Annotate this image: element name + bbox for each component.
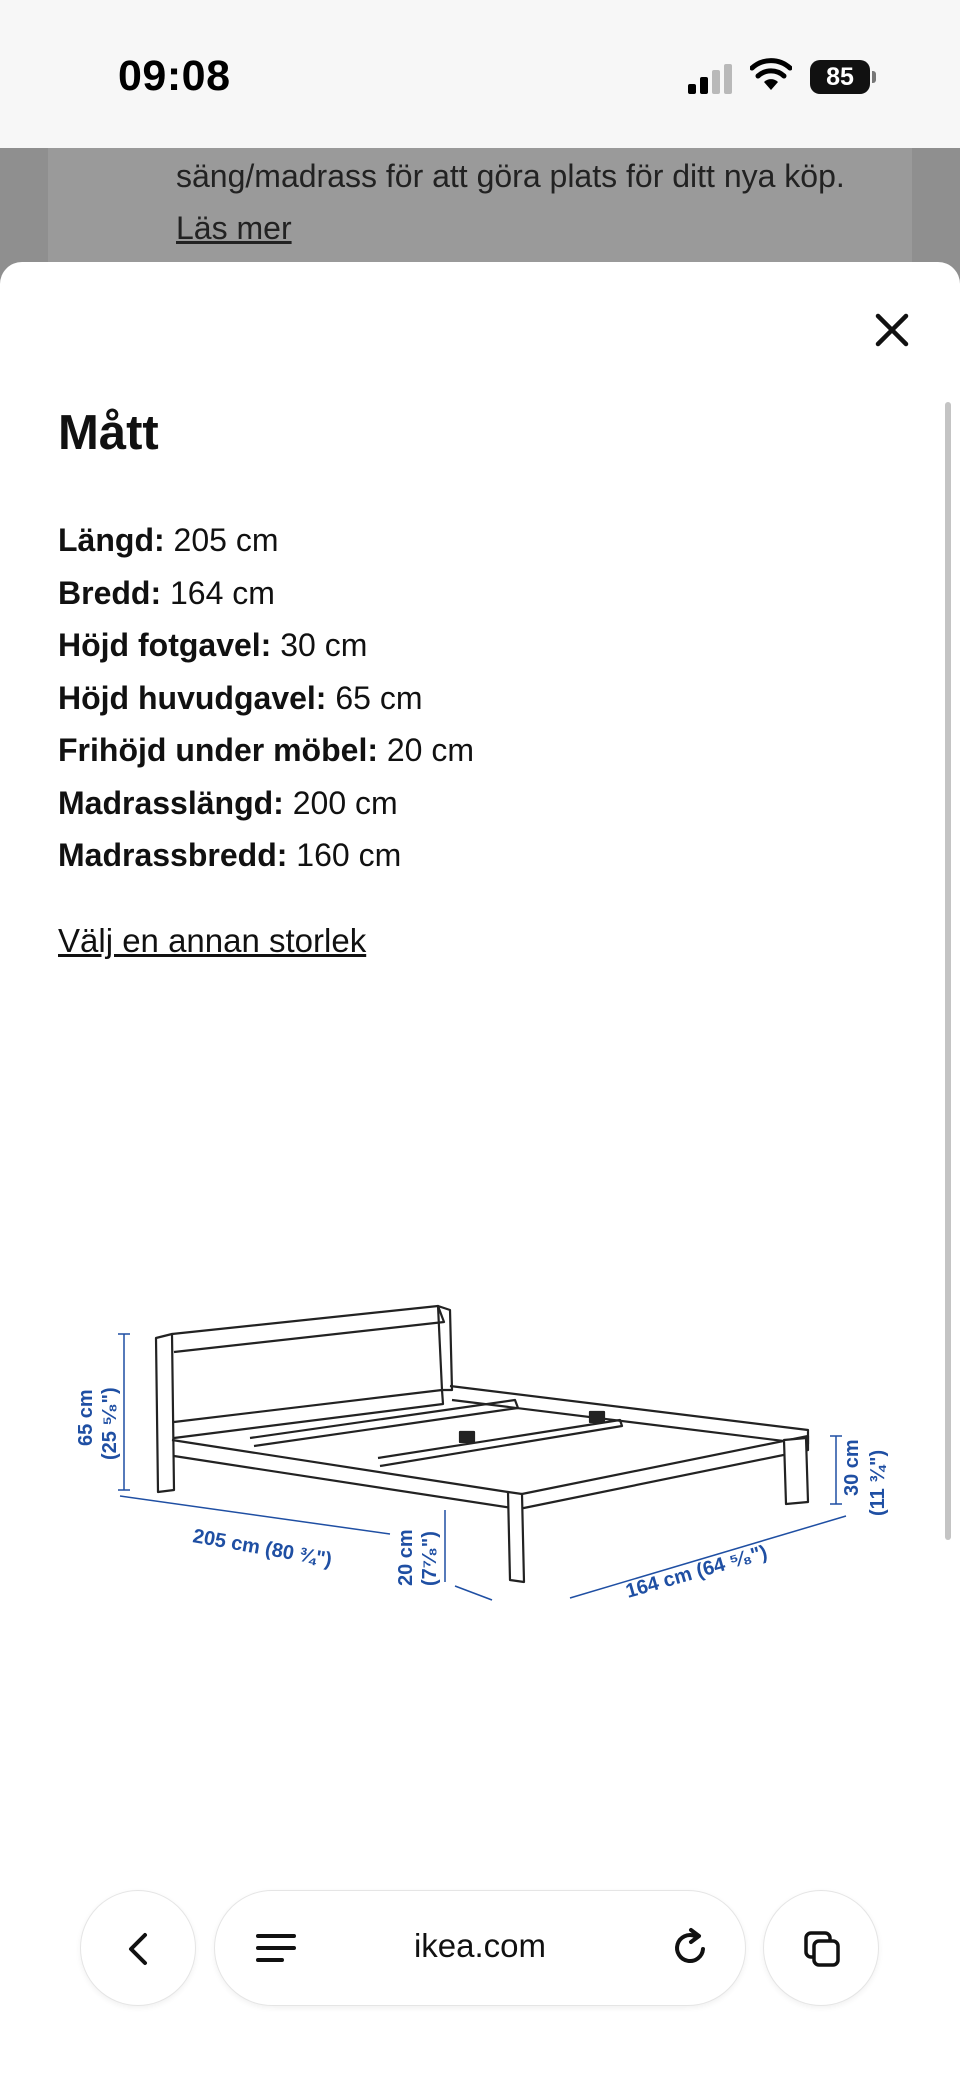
length-label: 205 cm (80 ¾")	[191, 1525, 334, 1572]
dimensions-list	[58, 514, 474, 882]
cellular-signal-icon	[688, 64, 734, 94]
background-text: säng/madrass för att göra plats för ditt nya köp. Läs mer	[176, 158, 845, 246]
clearance-label: 20 cm	[395, 1529, 417, 1586]
sheet-title: Mått	[58, 406, 159, 460]
back-button[interactable]	[80, 1890, 196, 2006]
dimension-row: Höjd fotgavel: 30 cm	[58, 627, 368, 663]
reload-icon[interactable]	[669, 1927, 711, 1969]
dimension-row: Madrassbredd: 160 cm	[58, 837, 402, 873]
address-bar[interactable]	[214, 1890, 746, 2006]
status-time: 09:08	[118, 52, 231, 100]
chevron-left-icon	[119, 1929, 159, 1969]
dimension-row: Bredd: 164 cm	[58, 574, 275, 611]
bed-dimension-drawing	[60, 1290, 900, 1620]
battery-level: 85	[810, 60, 870, 94]
browser-toolbar	[0, 1880, 960, 2020]
footboard-height-inch-label: (11 ¾")	[867, 1449, 889, 1516]
headboard-height-inch-label: (25 ⁵⁄₈")	[99, 1387, 121, 1460]
scrollbar[interactable]	[945, 402, 951, 1540]
headboard-height-label: 65 cm	[75, 1389, 97, 1446]
status-bar	[0, 0, 960, 148]
close-icon[interactable]	[868, 306, 916, 354]
tabs-icon	[802, 1929, 842, 1969]
dimension-row: Frihöjd under möbel: 20 cm	[58, 732, 475, 768]
width-label: 164 cm (64 ⁵⁄₈")	[623, 1541, 770, 1603]
clearance-inch-label: (7⁷⁄₈")	[419, 1531, 441, 1586]
dimension-row: Madrasslängd: 200 cm	[58, 784, 398, 821]
read-more-link[interactable]: Läs mer	[176, 210, 292, 246]
choose-other-size-link[interactable]: Välj en annan storlek	[58, 922, 367, 959]
dimension-row: Höjd huvudgavel: 65 cm	[58, 679, 423, 716]
battery-icon	[810, 60, 876, 94]
dimension-row: Längd: 205 cm	[58, 522, 279, 558]
footboard-height-label: 30 cm	[841, 1439, 863, 1496]
url-text: ikea.com	[413, 1927, 547, 1964]
wifi-icon	[750, 58, 792, 92]
tabs-button[interactable]	[763, 1890, 879, 2006]
